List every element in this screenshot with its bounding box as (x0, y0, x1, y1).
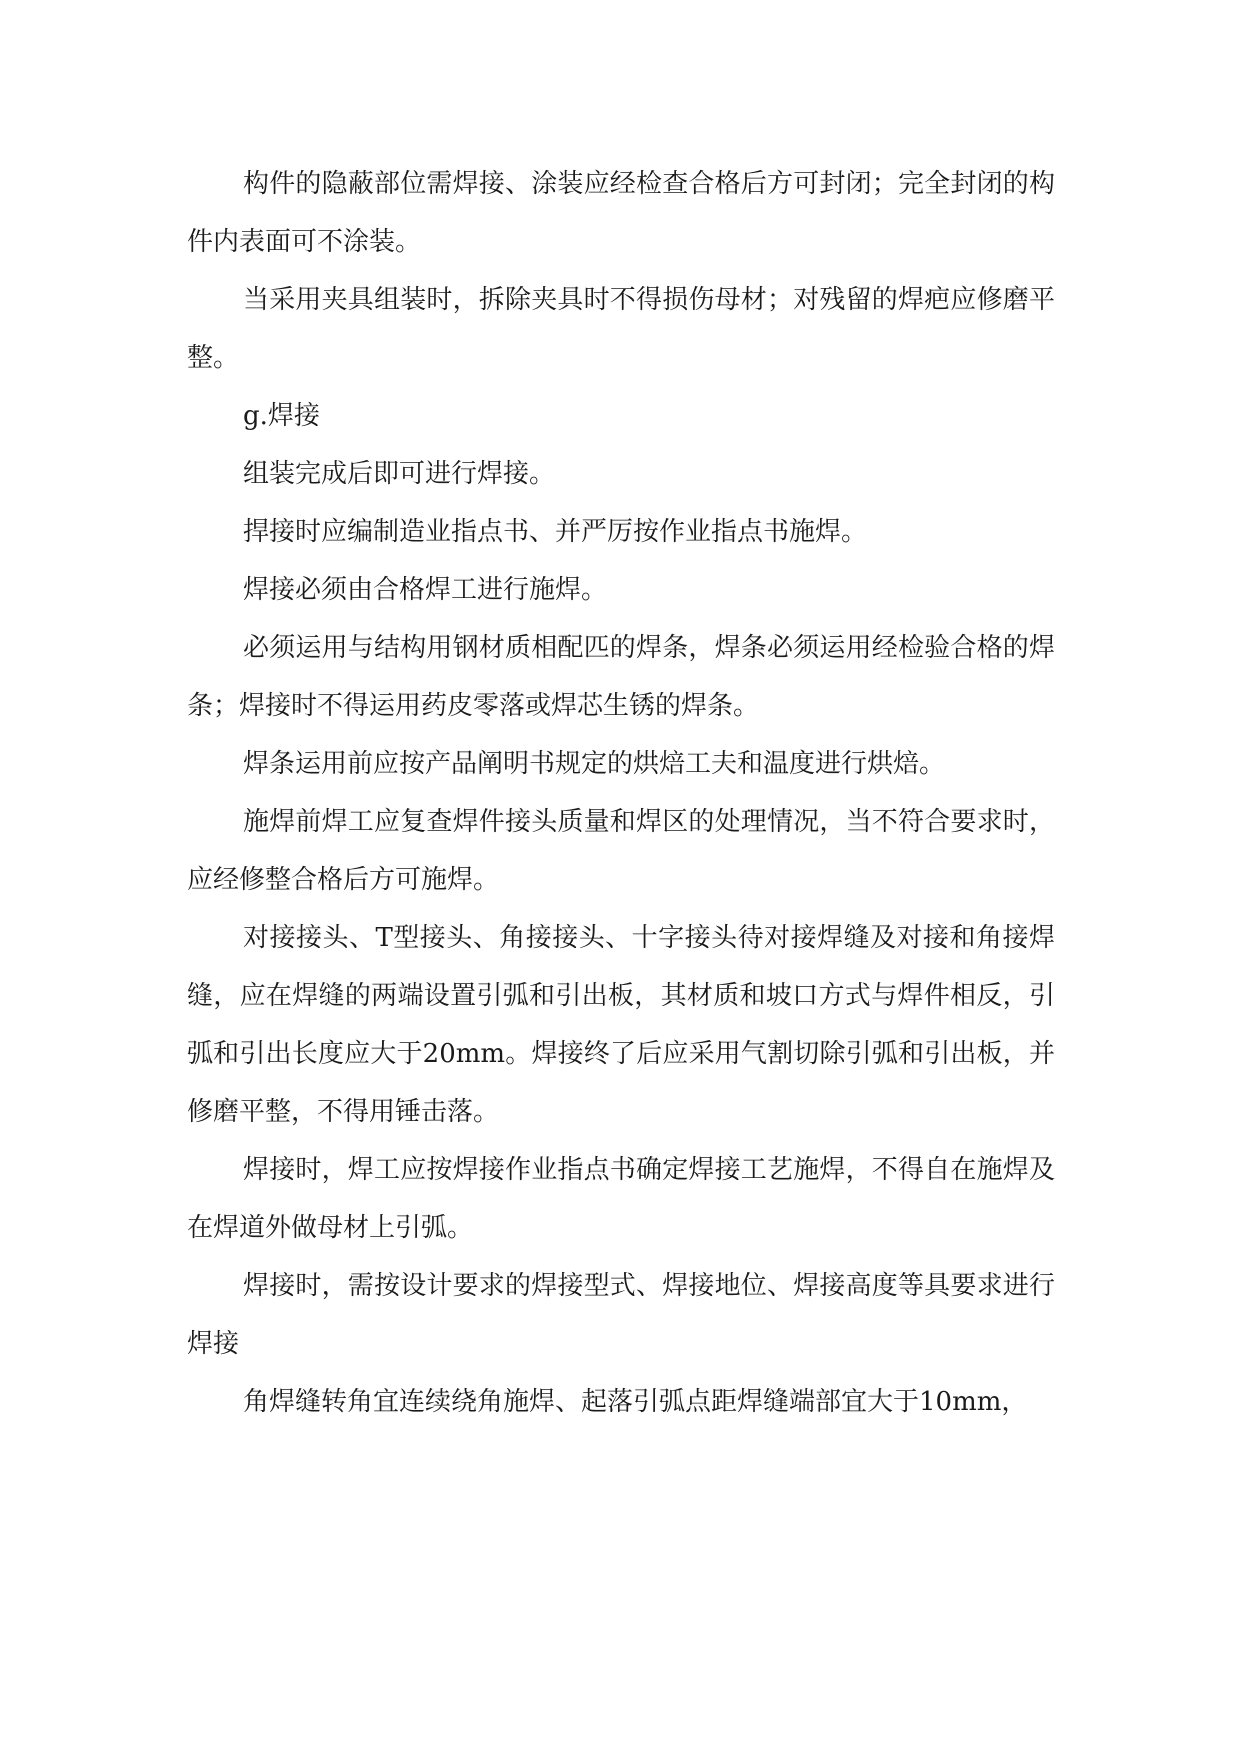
paragraph: 焊接必须由合格焊工进行施焊。 (243, 575, 608, 605)
document-body (187, 155, 1055, 1431)
paragraph: 焊接时，需按设计要求的焊接型式、焊接地位、焊接高度等具要求进行焊接 (187, 1271, 1055, 1359)
section-heading: g.焊接 (243, 401, 320, 431)
paragraph: 必须运用与结构用钢材质相配匹的焊条，焊条必须运用经检验合格的焊条；焊接时不得运用药皮零落或焊芯生锈的焊条。 (187, 633, 1055, 721)
paragraph: 构件的隐蔽部位需焊接、涂装应经检查合格后方可封闭；完全封闭的构件内表面可不涂装。 (187, 169, 1055, 257)
paragraph: 焊接时，焊工应按焊接作业指点书确定焊接工艺施焊，不得自在施焊及在焊道外做母材上引弧。 (187, 1155, 1055, 1243)
paragraph: 当采用夹具组装时，拆除夹具时不得损伤母材；对残留的焊疤应修磨平整。 (187, 285, 1055, 373)
paragraph: 对接接头、T型接头、角接接头、十字接头待对接焊缝及对接和角接焊缝，应在焊缝的两端设置引弧和引出板，其材质和坡口方式与焊件相反，引弧和引出长度应大于20mm。焊接终了后应采用气割切除引弧和引出板，并修磨平整，不得用锤击落。 (187, 923, 1055, 1127)
paragraph: 焊条运用前应按产品阐明书规定的烘焙工夫和温度进行烘焙。 (243, 749, 946, 779)
paragraph: 角焊缝转角宜连续绕角施焊、起落引弧点距焊缝端部宜大于10mm， (243, 1387, 1028, 1417)
paragraph: 捍接时应编制造业指点书、并严厉按作业指点书施焊。 (243, 517, 868, 547)
paragraph: 组装完成后即可进行焊接。 (243, 459, 556, 489)
paragraph: 施焊前焊工应复查焊件接头质量和焊区的处理情况，当不符合要求时，应经修整合格后方可施焊。 (187, 807, 1055, 895)
